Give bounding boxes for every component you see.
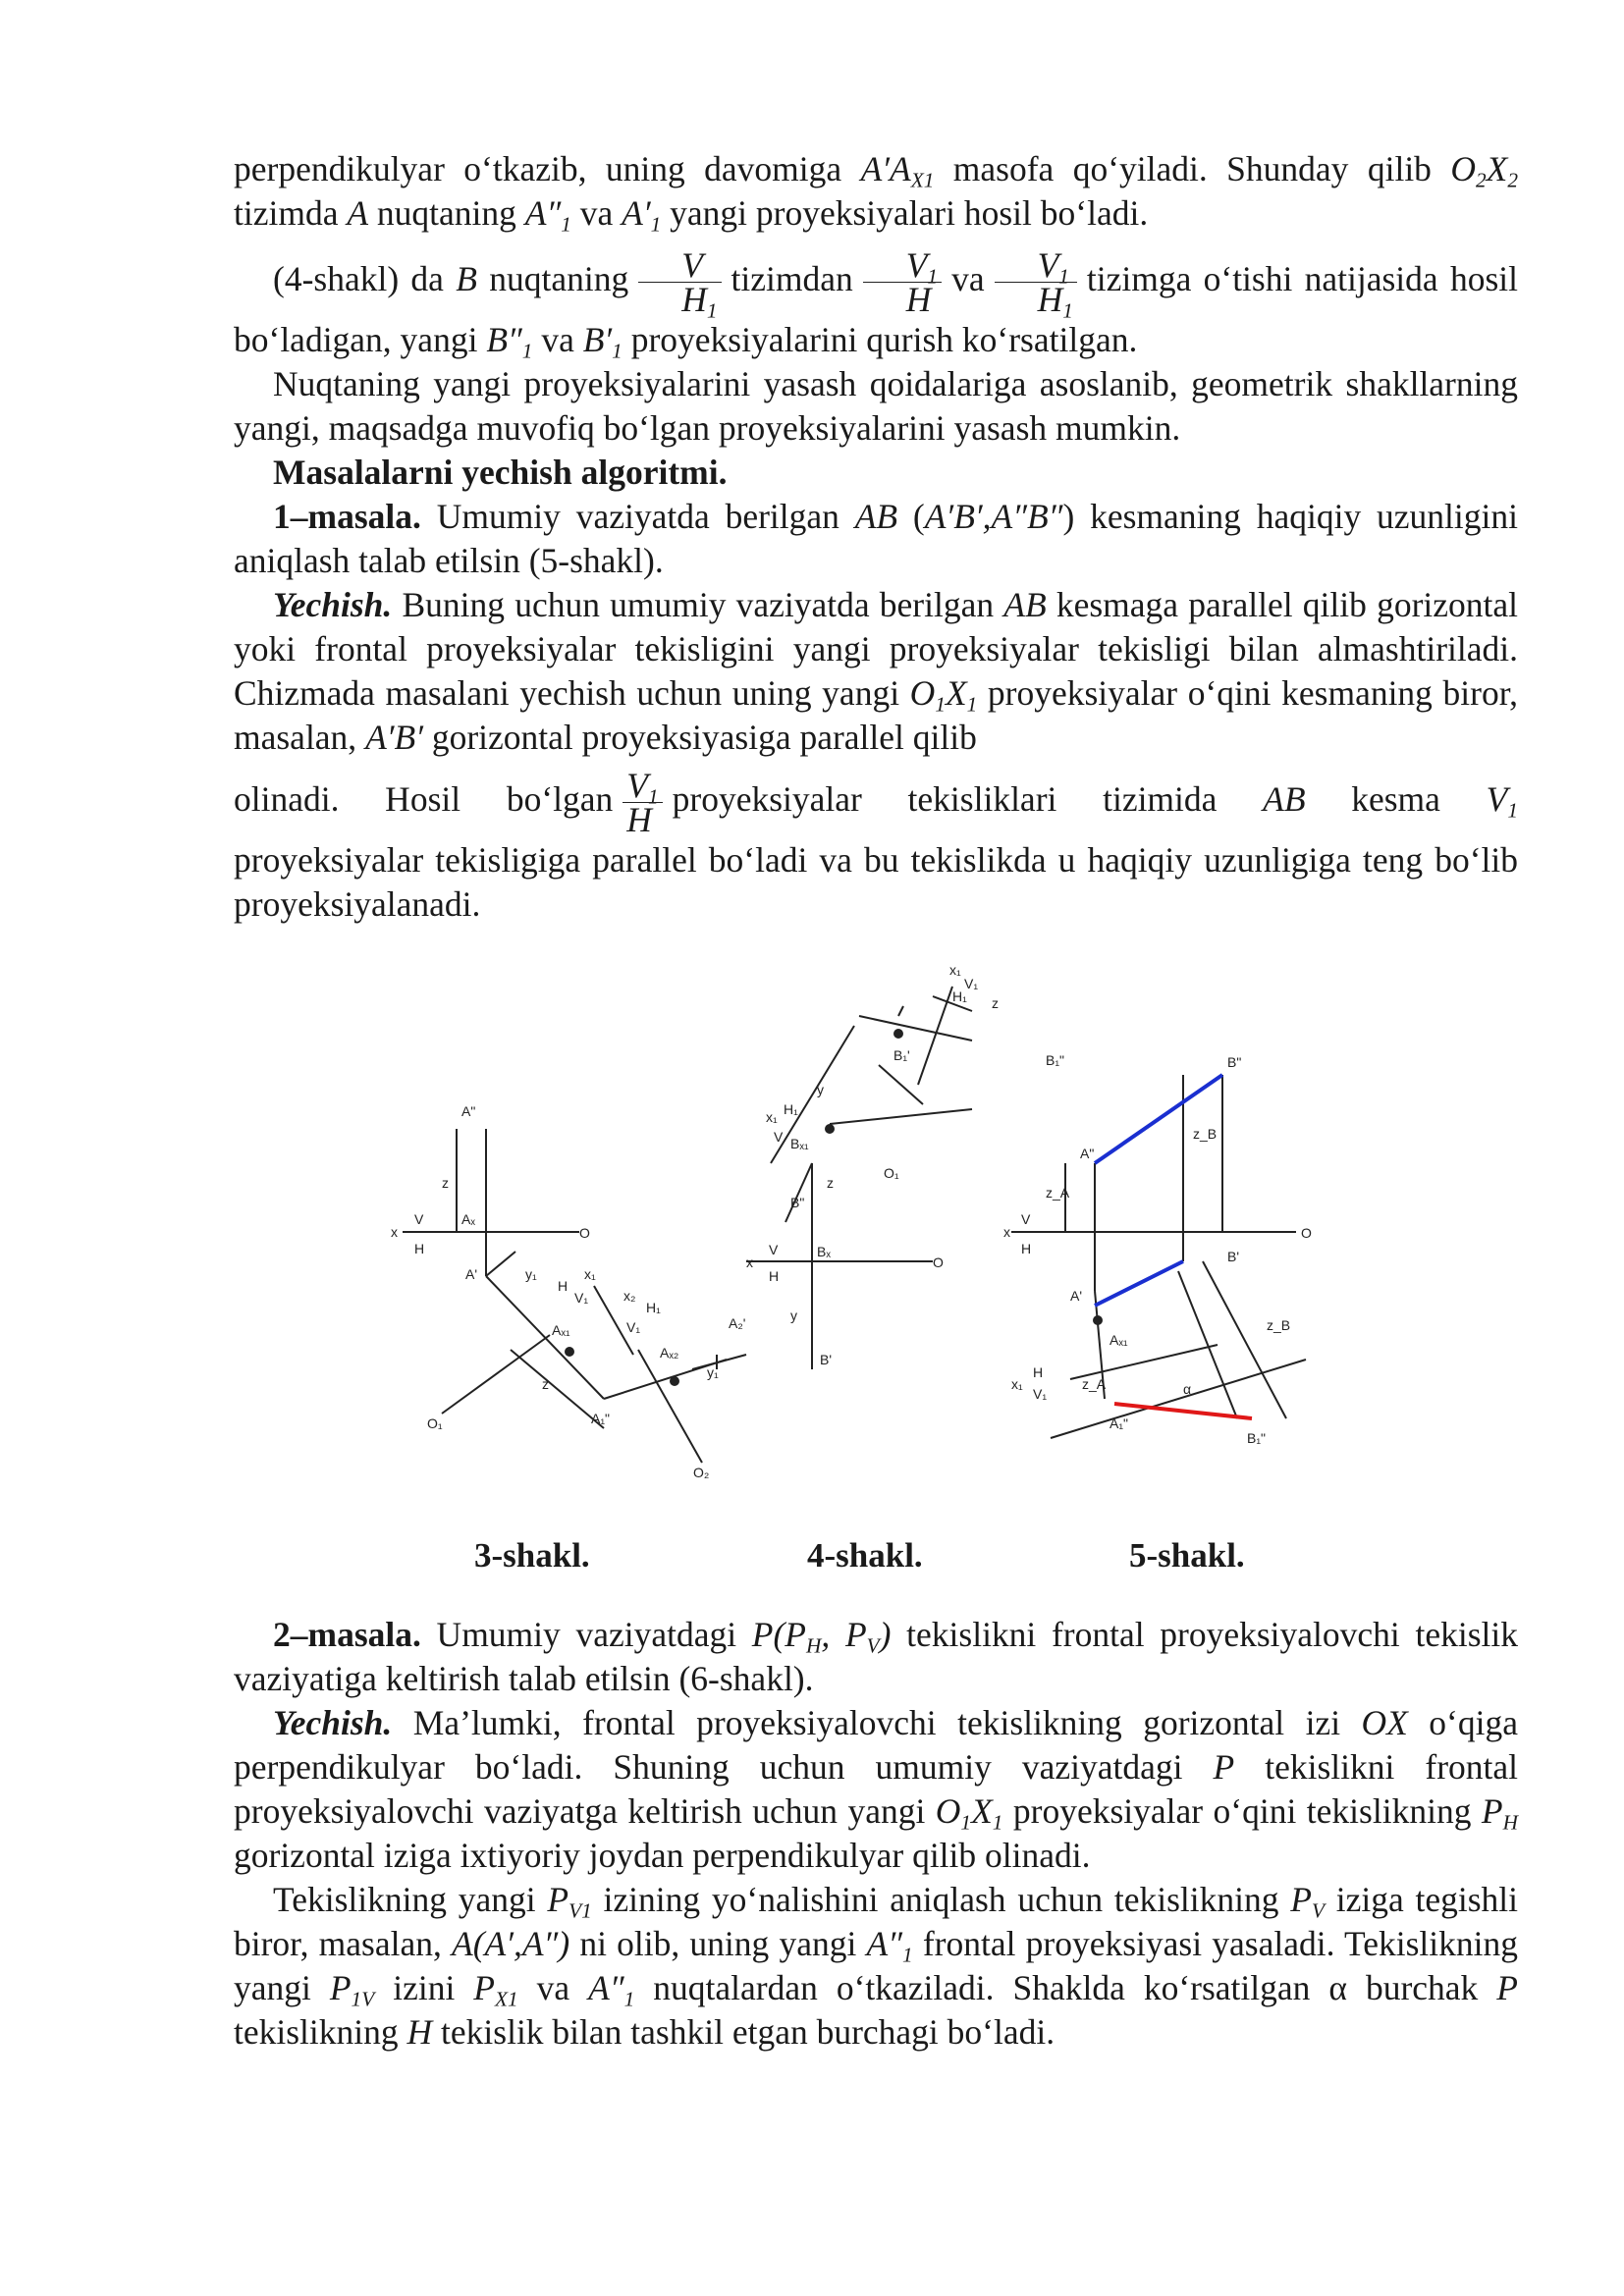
fig4-label-3: z	[992, 995, 999, 1011]
fig3-label-22: O₂	[693, 1465, 710, 1480]
fig3-label-20: y₁	[707, 1364, 719, 1380]
fig5-label-7: O	[1301, 1225, 1312, 1241]
blue-line-upper	[1095, 1075, 1222, 1163]
caption-5: 5-shakl.	[1129, 1536, 1245, 1575]
fig3-label-19: Aₓ₂	[660, 1345, 679, 1361]
figure-4	[746, 987, 972, 1369]
paragraph-2: (4-shakl) da B nuqtaning $\frac{V}{H_1}$ tizimdan $\frac{V_1}{H}$ va $\frac{V_1}{H_1}$ tizimga o‘tishi natijasida hosil	[273, 245, 1518, 323]
fig3-label-16: x₂	[623, 1288, 636, 1304]
fig4-label-16: x	[746, 1255, 753, 1270]
fig3-label-10: V₁	[574, 1290, 589, 1306]
fig4-label-4: B₁'	[893, 1047, 910, 1063]
fig3-label-12: Aₓ₁	[552, 1322, 570, 1338]
caption-3: 3-shakl.	[474, 1536, 590, 1575]
fig5-label-14: x₁	[1011, 1376, 1023, 1392]
fig4-label-18: H	[769, 1268, 780, 1284]
fig4-label-14: Bₓ	[817, 1244, 831, 1259]
fig4-label-1: H₁	[952, 988, 967, 1004]
fig5-label-13: α	[1183, 1381, 1192, 1397]
fig4-label-5: B₁"	[1046, 1052, 1065, 1068]
fig5-label-1: A"	[1080, 1146, 1095, 1161]
fig5-label-4: x	[1003, 1224, 1010, 1240]
fig3-label-5: Aₓ	[461, 1211, 475, 1227]
fig4-label-15: O	[933, 1255, 944, 1270]
fig5-label-15: H	[1033, 1364, 1044, 1380]
fig4-label-8: V	[774, 1129, 784, 1145]
solution-2: Yechish. Ma’lumki, frontal proyeksiyalovchi tekislikning gorizontal izi OX o‘qiga perpendikulyar bo‘ladi. Shuning uchun umumiy vaziyatdagi P tekislikni frontal proyeksiyalovchi vaziyatga keltirish uchun yangi $O_1X_1$ proyeksiyalar o‘qini tekislikning $P_H$ gorizontal iziga ixtiyoriy joydan perpendikulyar qilib olinadi.	[234, 1703, 1519, 1875]
fig3-label-15: A₁"	[591, 1411, 611, 1426]
blue-line-lower	[1095, 1261, 1183, 1306]
fig5-label-16: V₁	[1033, 1386, 1048, 1402]
fig5-label-5: V	[1021, 1211, 1031, 1227]
fig4-label-19: y	[790, 1308, 797, 1323]
fig5-label-3: z_A	[1046, 1185, 1070, 1201]
fig4-label-11: O₁	[884, 1165, 899, 1181]
figures	[383, 967, 1375, 1497]
problem-1: 1–masala. Umumiy vaziyatda berilgan AB (A′B′,A″B″) kesmaning haqiqiy uzunligini aniqlash talab etilsin (5-shakl).	[234, 497, 1519, 580]
fig3-label-6: O	[579, 1225, 590, 1241]
fig4-label-13: z	[827, 1175, 834, 1191]
page-body	[234, 147, 1518, 927]
paragraph-4: Nuqtaning yangi proyeksiyalarini yasash qoidalariga asoslanib, geometrik shakllarning yangi, maqsadga muvofiq bo‘lgan proyeksiyalarini yasash mumkin.	[234, 364, 1518, 448]
paragraph-1: perpendikulyar o‘tkazib, uning davomiga $A'A_{X1}$ masofa qo‘yiladi. Shunday qilib $O_2X_2$ tizimda A nuqtaning $A''_1$ va $A'_1$ yangi proyeksiyalari hosil bo‘ladi.	[234, 149, 1518, 237]
fig4-label-9: Bₓ₁	[790, 1136, 809, 1151]
fig3-label-11: x₁	[584, 1266, 596, 1282]
fig4-label-7: H₁	[784, 1101, 798, 1117]
fig3-label-14: O₁	[427, 1415, 443, 1431]
section-heading: Masalalarni yechish algoritmi.	[273, 453, 728, 492]
fig3-label-8: y₁	[525, 1266, 537, 1282]
fig3-label-21: A₂'	[729, 1315, 746, 1331]
fig4-label-20: B'	[820, 1352, 833, 1367]
fig5-label-11: z_B	[1267, 1317, 1291, 1333]
fig3-label-3: V	[414, 1211, 424, 1227]
fig3-label-13: z	[542, 1376, 549, 1392]
solution-1-fraction-line: olinadi. Hosil bo‘lgan $\frac{V_1}{H}$ proyeksiyalar tekisliklari tizimida AB kesma $V_1$	[234, 766, 1518, 840]
fig3-label-4: H	[414, 1241, 425, 1256]
fig3-label-0: A"	[461, 1103, 476, 1119]
figure-5	[1011, 1075, 1306, 1438]
fig5-label-18: B₁"	[1247, 1430, 1267, 1446]
fig5-label-17: A₁"	[1110, 1415, 1129, 1431]
fig3-label-1: z	[442, 1175, 449, 1191]
fig5-label-12: z_A	[1082, 1376, 1107, 1392]
fraction-v1-h-2: $\frac{V_1}{H}$	[623, 769, 662, 836]
fig4-label-0: x₁	[949, 967, 961, 978]
fig3-label-18: V₁	[626, 1319, 641, 1335]
fig5-label-6: H	[1021, 1241, 1032, 1256]
fig4-label-17: V	[769, 1242, 779, 1257]
fig4-label-10: y	[817, 1082, 824, 1097]
fig3-label-9: H	[558, 1278, 568, 1294]
fraction-v-h1: $\frac{V}{H_1}$	[638, 248, 721, 316]
fig3-label-7: A'	[465, 1266, 478, 1282]
fig5-label-2: z_B	[1193, 1126, 1218, 1142]
fig3-label-2: x	[391, 1224, 398, 1240]
fig5-label-0: B"	[1227, 1054, 1242, 1070]
fig4-label-6: x₁	[766, 1109, 778, 1125]
fraction-v1-h1: $\frac{V_1}{H_1}$	[995, 248, 1077, 316]
fig5-label-8: B'	[1227, 1249, 1240, 1264]
fig4-label-12: B"	[790, 1195, 805, 1210]
caption-4: 4-shakl.	[807, 1536, 923, 1575]
problem-2: 2–masala. Umumiy vaziyatdagi $P(P_H$, $P_V$) tekislikni frontal proyeksiyalovchi tekislik vaziyatiga keltirish talab etilsin (6-shakl).	[234, 1615, 1518, 1698]
fig3-label-17: H₁	[646, 1300, 661, 1315]
fig4-label-2: V₁	[964, 976, 979, 991]
fig5-label-10: Aₓ₁	[1110, 1332, 1128, 1348]
fig5-label-9: A'	[1070, 1288, 1083, 1304]
fraction-v1-h: $\frac{V_1}{H}$	[863, 248, 942, 316]
paragraph-3: bo‘ladigan, yangi $B''_1$ va $B'_1$ proyeksiyalarini qurish ko‘rsatilgan.	[234, 320, 1138, 363]
solution-1-end: proyeksiyalar tekisligiga parallel bo‘ladi va bu tekislikda u haqiqiy uzunligiga teng bo‘lib proyeksiyalanadi.	[234, 840, 1518, 924]
section-2	[234, 1613, 1518, 2055]
paragraph-9: Tekislikning yangi $P_{V1}$ izining yo‘nalishini aniqlash uchun tekislikning $P_V$ iziga tegishli biror, masalan, A(A′,A″) ni olib, uning yangi $A''_1$ frontal proyeksiyasi yasaladi. Tekislikning yangi $P_{1V}$ izini $P_{X1}$ va $A''_1$ nuqtalardan o‘tkaziladi. Shaklda ko‘rsatilgan α burchak P tekislikning H tekislik bilan tashkil etgan burchagi bo‘ladi.	[234, 1880, 1519, 2052]
projection-drawings	[383, 967, 1375, 1497]
solution-1: Yechish. Buning uchun umumiy vaziyatda berilgan AB kesmaga parallel qilib gorizontal yoki frontal proyeksiyalar tekisligini yangi proyeksiyalar tekisligi bilan almashtiriladi. Chizmada masalani yechish uchun uning yangi $O_1X_1$ proyeksiyalar o‘qini kesmaning biror, masalan, A′B′ gorizontal proyeksiyasiga parallel qilib	[234, 585, 1518, 757]
